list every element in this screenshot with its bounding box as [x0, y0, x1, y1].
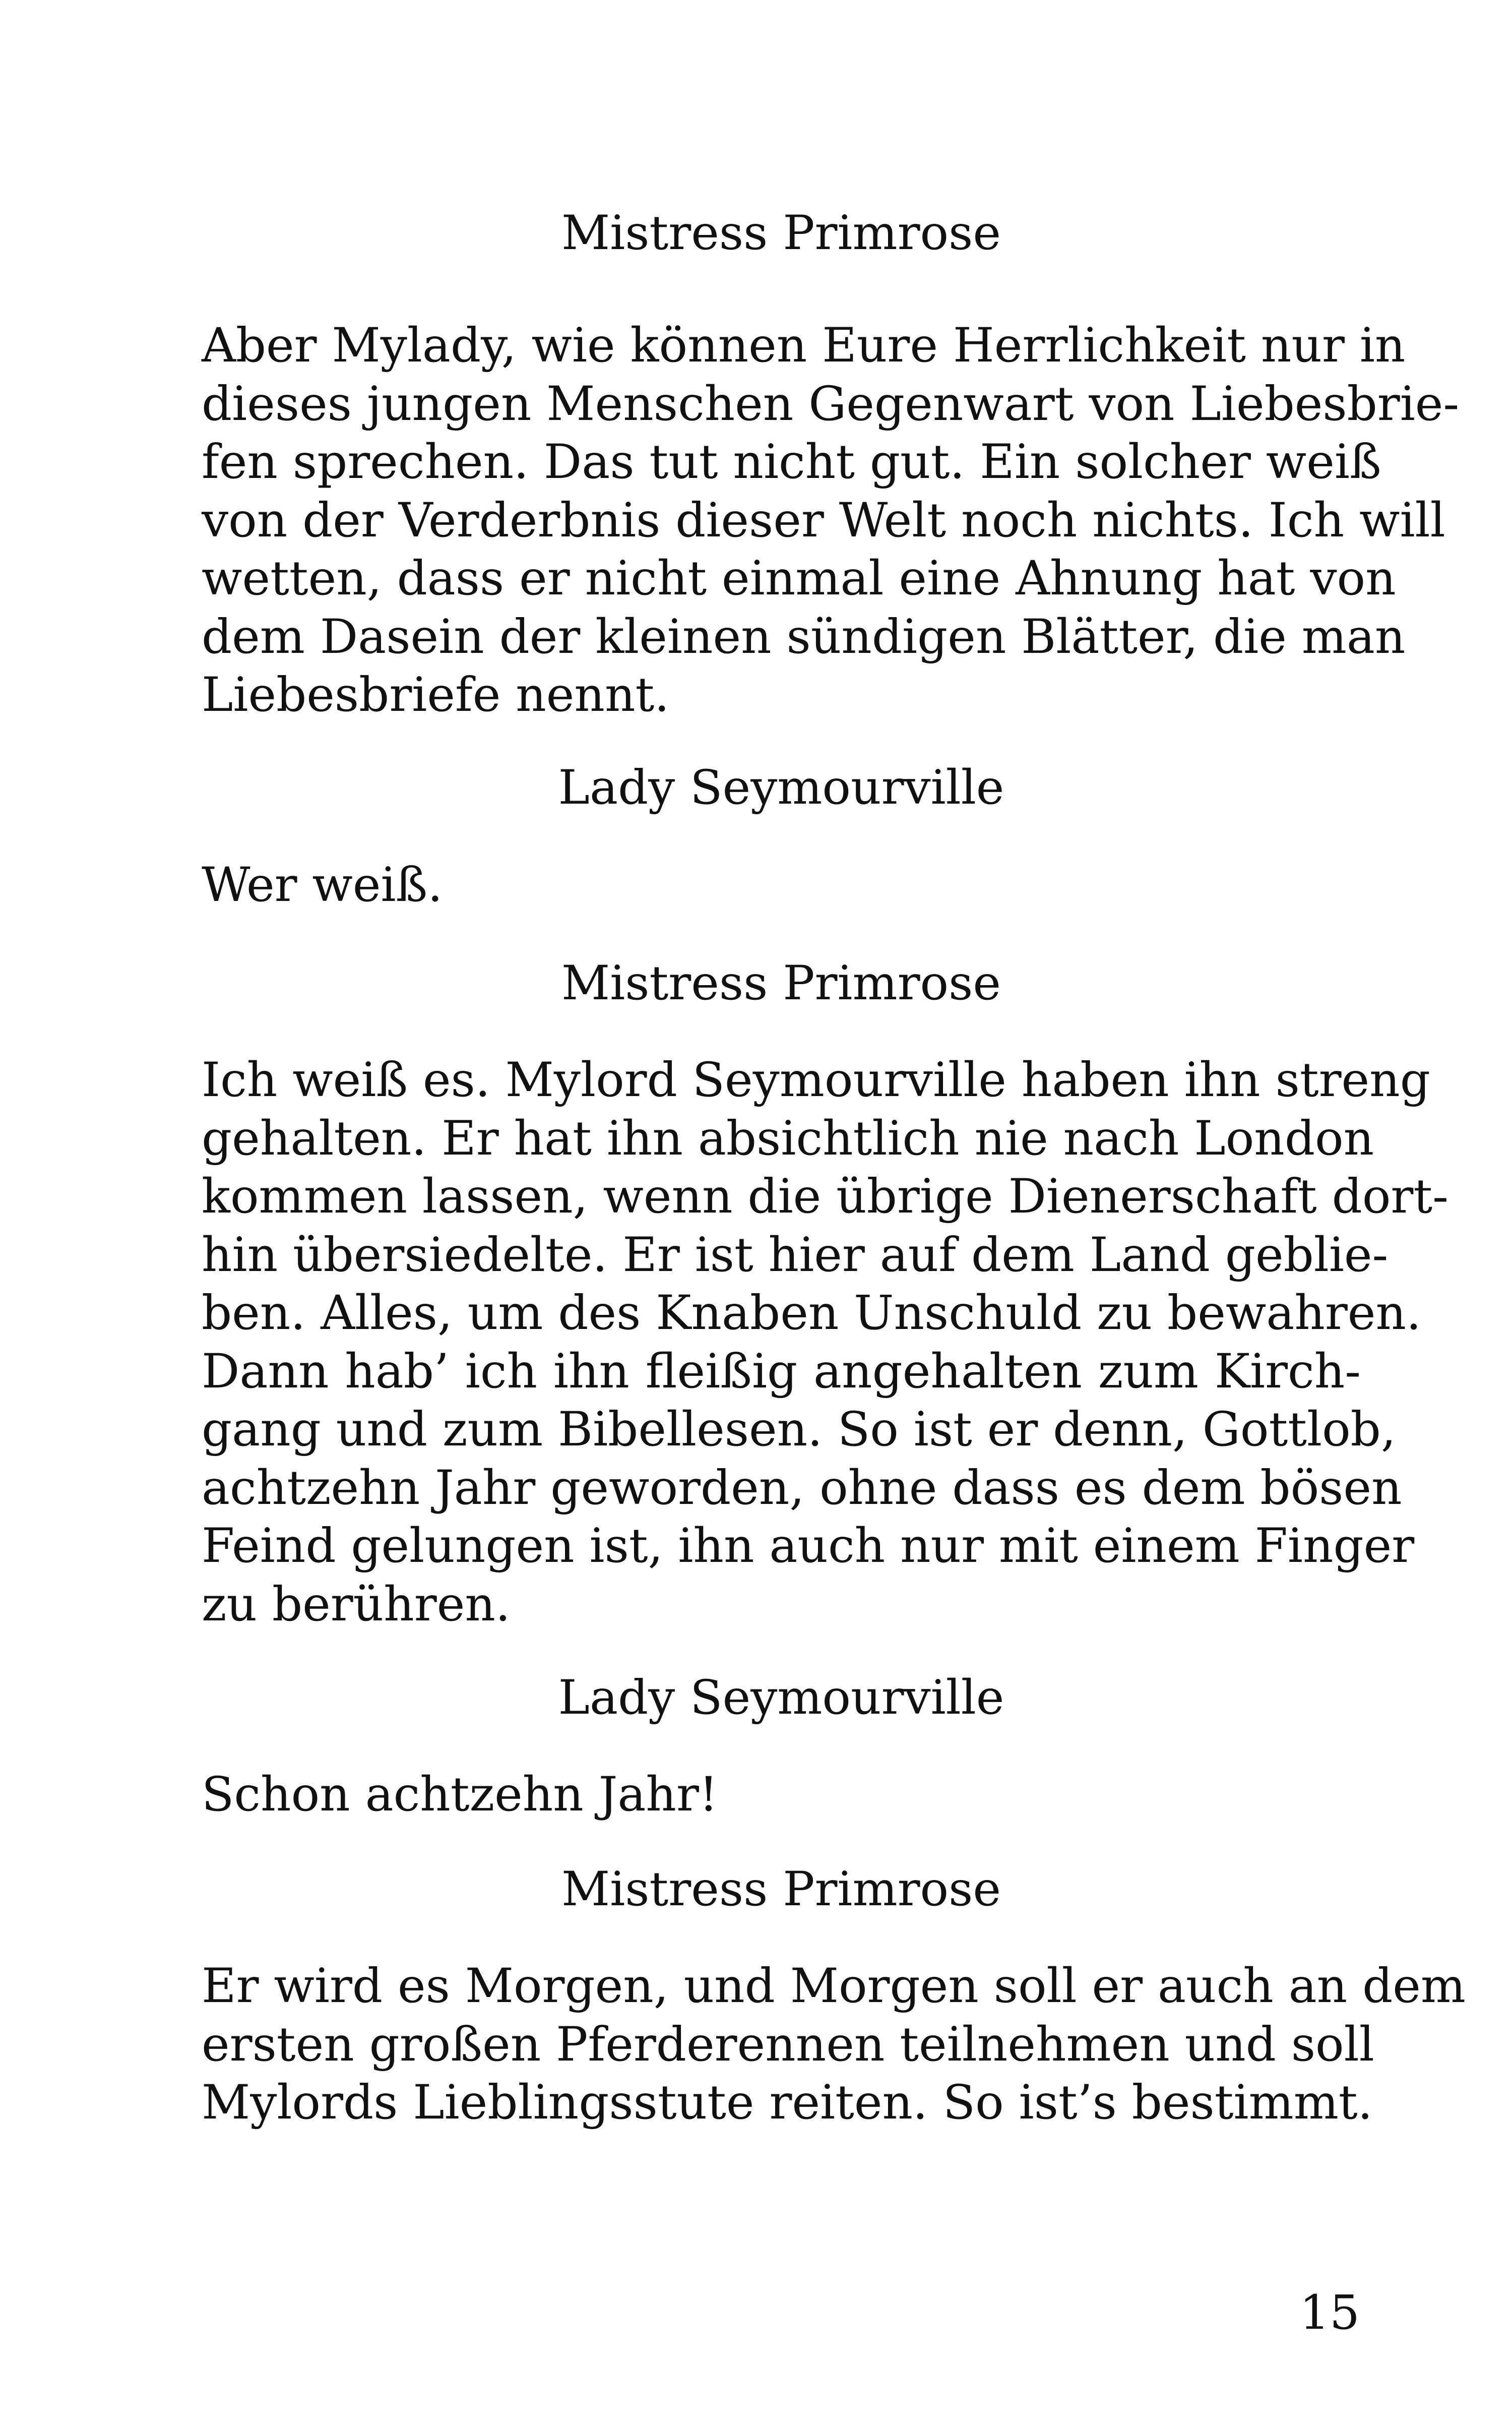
- text-line: Ich weiß es. Mylord Seymourville haben ihn streng: [202, 1053, 1430, 1108]
- dialogue-paragraph: [202, 1766, 1361, 1824]
- text-line: Schon achtzehn Jahr!: [202, 1767, 718, 1822]
- text-line: kommen lassen, wenn die übrige Dienerschaft dort-: [202, 1169, 1448, 1224]
- speaker-name: Mistress Primrose: [561, 206, 1001, 261]
- text-line: hin übersiedelte. Er ist hier auf dem Land geblie-: [202, 1227, 1389, 1283]
- page-number: 15: [1299, 2285, 1360, 2340]
- text-line: ersten großen Pferderennen teilnehmen und soll: [202, 2017, 1374, 2072]
- dialogue-paragraph: [202, 317, 1460, 724]
- text-line: dieses jungen Menschen Gegenwart von Liebesbrie-: [202, 376, 1460, 432]
- text-line: von der Verderbnis dieser Welt noch nichts. Ich will: [202, 493, 1445, 548]
- text-line: Wer weiß.: [202, 858, 443, 913]
- text-line: Feind gelungen ist, ihn auch nur mit einem Finger: [202, 1519, 1415, 1574]
- text-line: zu berühren.: [202, 1577, 511, 1632]
- dialogue-paragraph: [202, 1051, 1448, 1634]
- text-line: Dann hab’ ich ihn fleißig angehalten zum Kirch-: [202, 1344, 1361, 1399]
- text-line: Aber Mylady, wie können Eure Herrlichkeit nur in: [202, 318, 1406, 373]
- text-line: gehalten. Er hat ihn absichtlich nie nach London: [202, 1111, 1374, 1166]
- speaker-name: Lady Seymourville: [558, 760, 1004, 815]
- text-line: Mylords Lieblingsstute reiten. So ist’s bestimmt.: [202, 2075, 1373, 2130]
- text-line: fen sprechen. Das tut nicht gut. Ein solcher weiß: [202, 435, 1381, 490]
- text-line: achtzehn Jahr geworden, ohne dass es dem bösen: [202, 1460, 1402, 1516]
- text-line: dem Dasein der kleinen sündigen Blätter, die man: [202, 609, 1406, 664]
- speaker-name: Lady Seymourville: [558, 1670, 1004, 1725]
- dialogue-paragraph: [202, 1957, 1466, 2132]
- speaker-name: Mistress Primrose: [561, 1862, 1001, 1917]
- dialogue-paragraph: [202, 856, 1361, 915]
- text-line: gang und zum Bibellesen. So ist er denn, Gottlob,: [202, 1402, 1396, 1457]
- text-line: Er wird es Morgen, und Morgen soll er auch an dem: [202, 1959, 1466, 2014]
- text-line: wetten, dass er nicht einmal eine Ahnung hat von: [202, 551, 1396, 606]
- text-line: ben. Alles, um des Knaben Unschuld zu bewahren.: [202, 1286, 1421, 1341]
- speaker-name: Mistress Primrose: [561, 956, 1001, 1011]
- text-line: Liebesbriefe nennt.: [202, 668, 670, 722]
